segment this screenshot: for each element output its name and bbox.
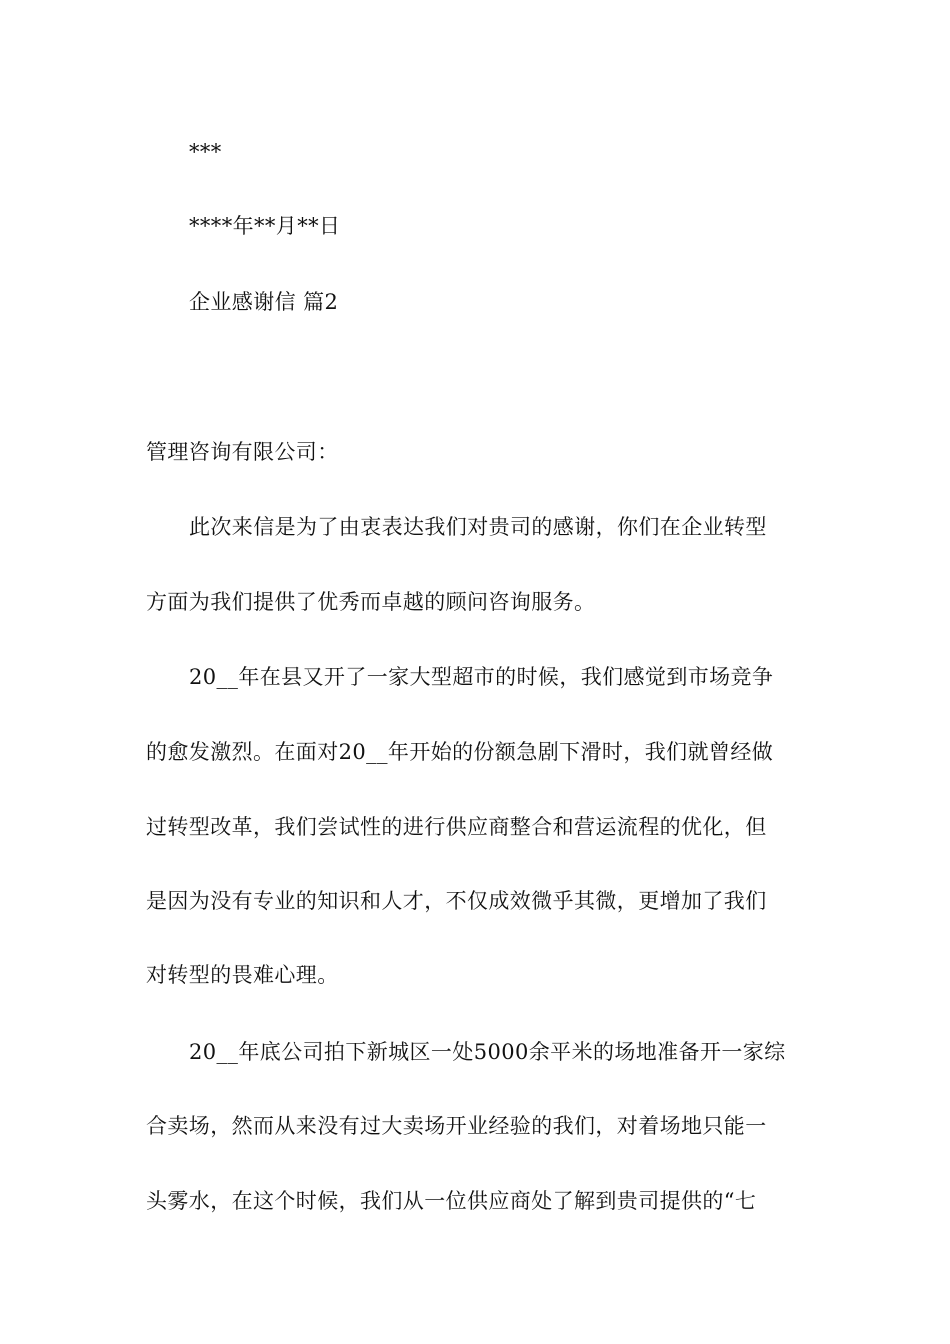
paragraph-3-line-3: 头雾水，在这个时候，我们从一位供应商处了解到贵司提供的“七 (146, 1189, 757, 1213)
signature-date: ****年**月**日 (189, 214, 341, 238)
paragraph-2-line-3: 过转型改革，我们尝试性的进行供应商整合和营运流程的优化，但 (146, 815, 767, 839)
paragraph-2-line-2: 的愈发激烈。在面对20__年开始的份额急剧下滑时，我们就曾经做 (146, 740, 774, 764)
paragraph-1-line-1: 此次来信是为了由衷表达我们对贵司的感谢，你们在企业转型 (189, 515, 767, 539)
paragraph-3-line-2: 合卖场，然而从来没有过大卖场开业经验的我们，对着场地只能一 (146, 1114, 767, 1138)
paragraph-2-line-5: 对转型的畏难心理。 (146, 963, 339, 987)
letter-heading: 企业感谢信 篇2 (189, 290, 339, 314)
paragraph-2-line-1: 20__年在县又开了一家大型超市的时候，我们感觉到市场竞争 (189, 665, 774, 689)
paragraph-3-line-1: 20__年底公司拍下新城区一处5000余平米的场地准备开一家综 (189, 1040, 786, 1064)
paragraph-1-line-2: 方面为我们提供了优秀而卓越的顾问咨询服务。 (146, 590, 596, 614)
signature-name: *** (189, 140, 222, 164)
paragraph-2-line-4: 是因为没有专业的知识和人才，不仅成效微乎其微，更增加了我们 (146, 889, 767, 913)
salutation: 管理咨询有限公司： (146, 440, 339, 464)
